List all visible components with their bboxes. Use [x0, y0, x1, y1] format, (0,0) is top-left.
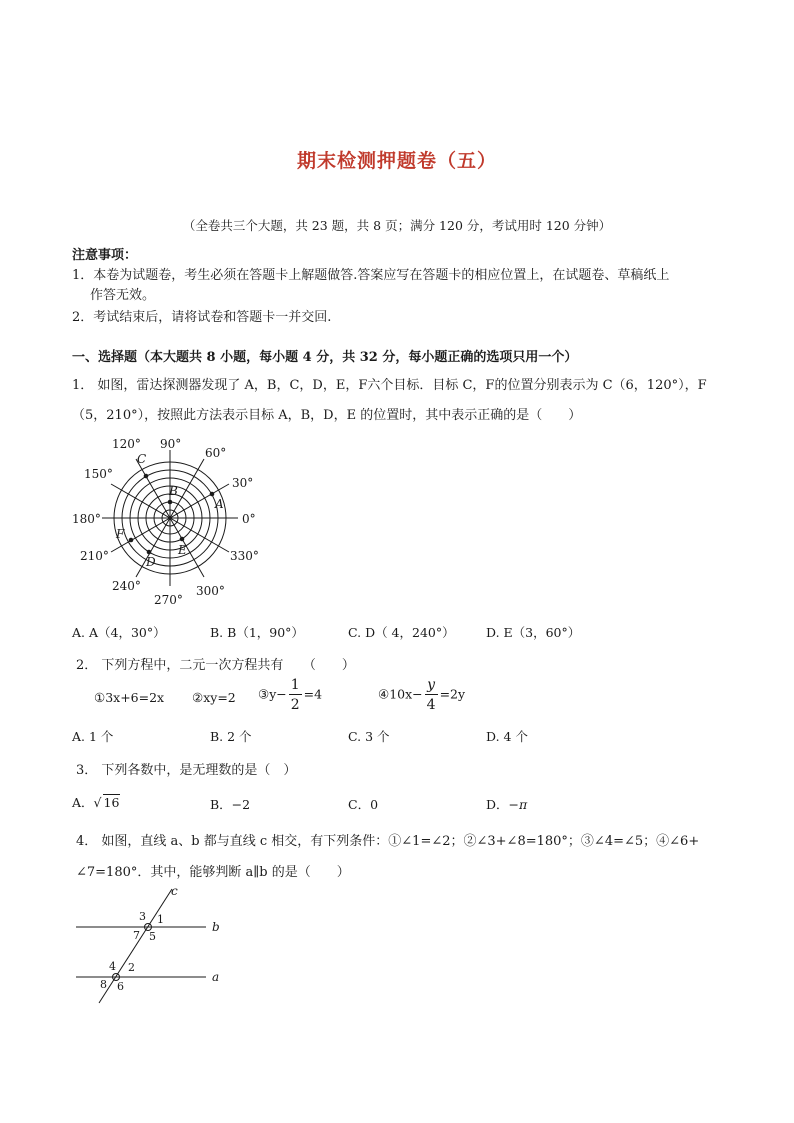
q3-option-a [72, 793, 120, 811]
angle-8: 8 [100, 978, 107, 991]
q2-equation-2: ②xy=2 [192, 690, 236, 705]
radar-diagram [72, 432, 272, 612]
notes-heading: 注意事项： [72, 248, 138, 263]
label-line-c: c [171, 884, 178, 898]
angle-label-300: 300° [196, 584, 225, 598]
radar-point-e [180, 537, 185, 542]
angle-2: 2 [128, 961, 135, 974]
angle-1: 1 [157, 913, 164, 926]
q2-eq3-suffix: =4 [303, 686, 323, 702]
q4-stem-line1: 4． 如图，直线 a、b 都与直线 c 相交，有下列条件：①∠1=∠2；②∠3+∠8=180°；③∠4=∠5；④∠6+ [76, 834, 700, 849]
angle-6: 6 [117, 980, 124, 993]
q3-option-a-radicand: 16 [103, 795, 120, 810]
point-label-f: F [116, 527, 125, 541]
radar-point-d [147, 550, 152, 555]
label-line-a: a [212, 970, 220, 984]
q3-option-d-value: −π [508, 797, 528, 812]
q2-eq3-denominator: 2 [290, 697, 300, 713]
angle-4: 4 [109, 960, 116, 973]
page-title: 期末检测押题卷（五） [296, 150, 497, 172]
q2-eq4-numerator: y [425, 678, 438, 695]
q1-option-b: B. B（1，90°） [210, 625, 304, 640]
parallel-lines-diagram [72, 882, 232, 1006]
q2-option-b: B. 2 个 [210, 729, 252, 744]
label-line-b: b [212, 920, 220, 934]
q2-stem: 2． 下列方程中，二元一次方程共有 （ ） [76, 658, 355, 673]
angle-7: 7 [133, 929, 140, 942]
angle-label-210: 210° [80, 549, 109, 563]
section-1-heading: 一、选择题（本大题共 8 小题，每小题 4 分，共 32 分，每小题正确的选项只用一个） [72, 350, 578, 365]
q1-option-c: C. D（ 4，240°） [348, 625, 455, 640]
q1-option-d: D. E（3，60°） [486, 625, 581, 640]
line-c [99, 889, 172, 1003]
angle-3: 3 [139, 910, 146, 923]
q1-option-a: A. A（4，30°） [72, 625, 166, 640]
q2-eq3-numerator: 1 [290, 677, 300, 693]
exam-info: （全卷共三个大题，共 23 题，共 8 页；满分 120 分，考试用时 120 分钟） [182, 218, 612, 233]
q3-option-a-label: A． [72, 795, 94, 810]
angle-label-120: 120° [112, 437, 141, 451]
point-label-b: B [169, 484, 178, 498]
q1-stem-line2: （5，210°），按照此方法表示目标 A，B，D，E 的位置时，其中表示正确的是（ ） [72, 408, 582, 423]
angle-5: 5 [149, 930, 156, 943]
angle-label-330: 330° [230, 549, 259, 563]
radar-point-b [168, 500, 173, 505]
point-label-c: C [137, 452, 147, 466]
q2-eq4-prefix: ④10x− [378, 686, 423, 702]
notes-item-2: 2．考试结束后，请将试卷和答题卡一并交回. [72, 310, 332, 325]
angle-label-240: 240° [112, 579, 141, 593]
q2-equation-4 [378, 678, 465, 712]
point-label-a: A [215, 497, 224, 511]
q3-option-d [486, 795, 527, 813]
q3-option-c: C．0 [348, 797, 379, 812]
q2-eq4-denominator: 4 [426, 697, 436, 713]
notes-item-1-cont: 作答无效。 [90, 288, 156, 303]
q2-option-d: D. 4 个 [486, 729, 528, 744]
q2-option-a: A. 1 个 [72, 729, 114, 744]
notes-item-1: 1．本卷为试题卷，考生必须在答题卡上解题做答.答案应写在答题卡的相应位置上，在试题卷、草稿纸上 [72, 268, 670, 283]
radar-point-c [144, 474, 149, 479]
q2-option-c: C. 3 个 [348, 729, 390, 744]
q2-equation-1: ①3x+6=2x [94, 690, 165, 705]
q1-stem-line1: 1． 如图，雷达探测器发现了 A，B，C，D，E，F六个目标．目标 C，F的位置分别表示为 C（6，120°），F [72, 378, 707, 393]
q2-equation-3 [258, 678, 322, 712]
q2-eq4-suffix: =2y [439, 686, 466, 702]
angle-label-270: 270° [154, 593, 183, 607]
q3-option-d-label: D． [486, 797, 509, 812]
radar-point-a [210, 492, 215, 497]
sqrt-symbol: √ 16 [93, 795, 120, 810]
point-label-d: D [146, 555, 156, 569]
angle-label-180: 180° [72, 512, 101, 526]
q2-eq3-fraction [289, 678, 302, 712]
q2-eq4-fraction [425, 678, 438, 712]
angle-label-0: 0° [242, 512, 256, 526]
angle-label-60: 60° [205, 446, 227, 460]
angle-label-30: 30° [232, 476, 254, 490]
point-label-e: E [178, 543, 187, 557]
angle-label-90: 90° [160, 437, 182, 451]
angle-label-150: 150° [84, 467, 113, 481]
q3-option-b: B．−2 [210, 797, 251, 812]
radar-point-f [129, 538, 134, 543]
q2-eq3-prefix: ③y− [258, 686, 287, 702]
q4-stem-line2: ∠7=180°．其中，能够判断 a∥b 的是（ ） [76, 865, 350, 880]
q3-stem: 3． 下列各数中，是无理数的是（ ） [76, 763, 297, 778]
